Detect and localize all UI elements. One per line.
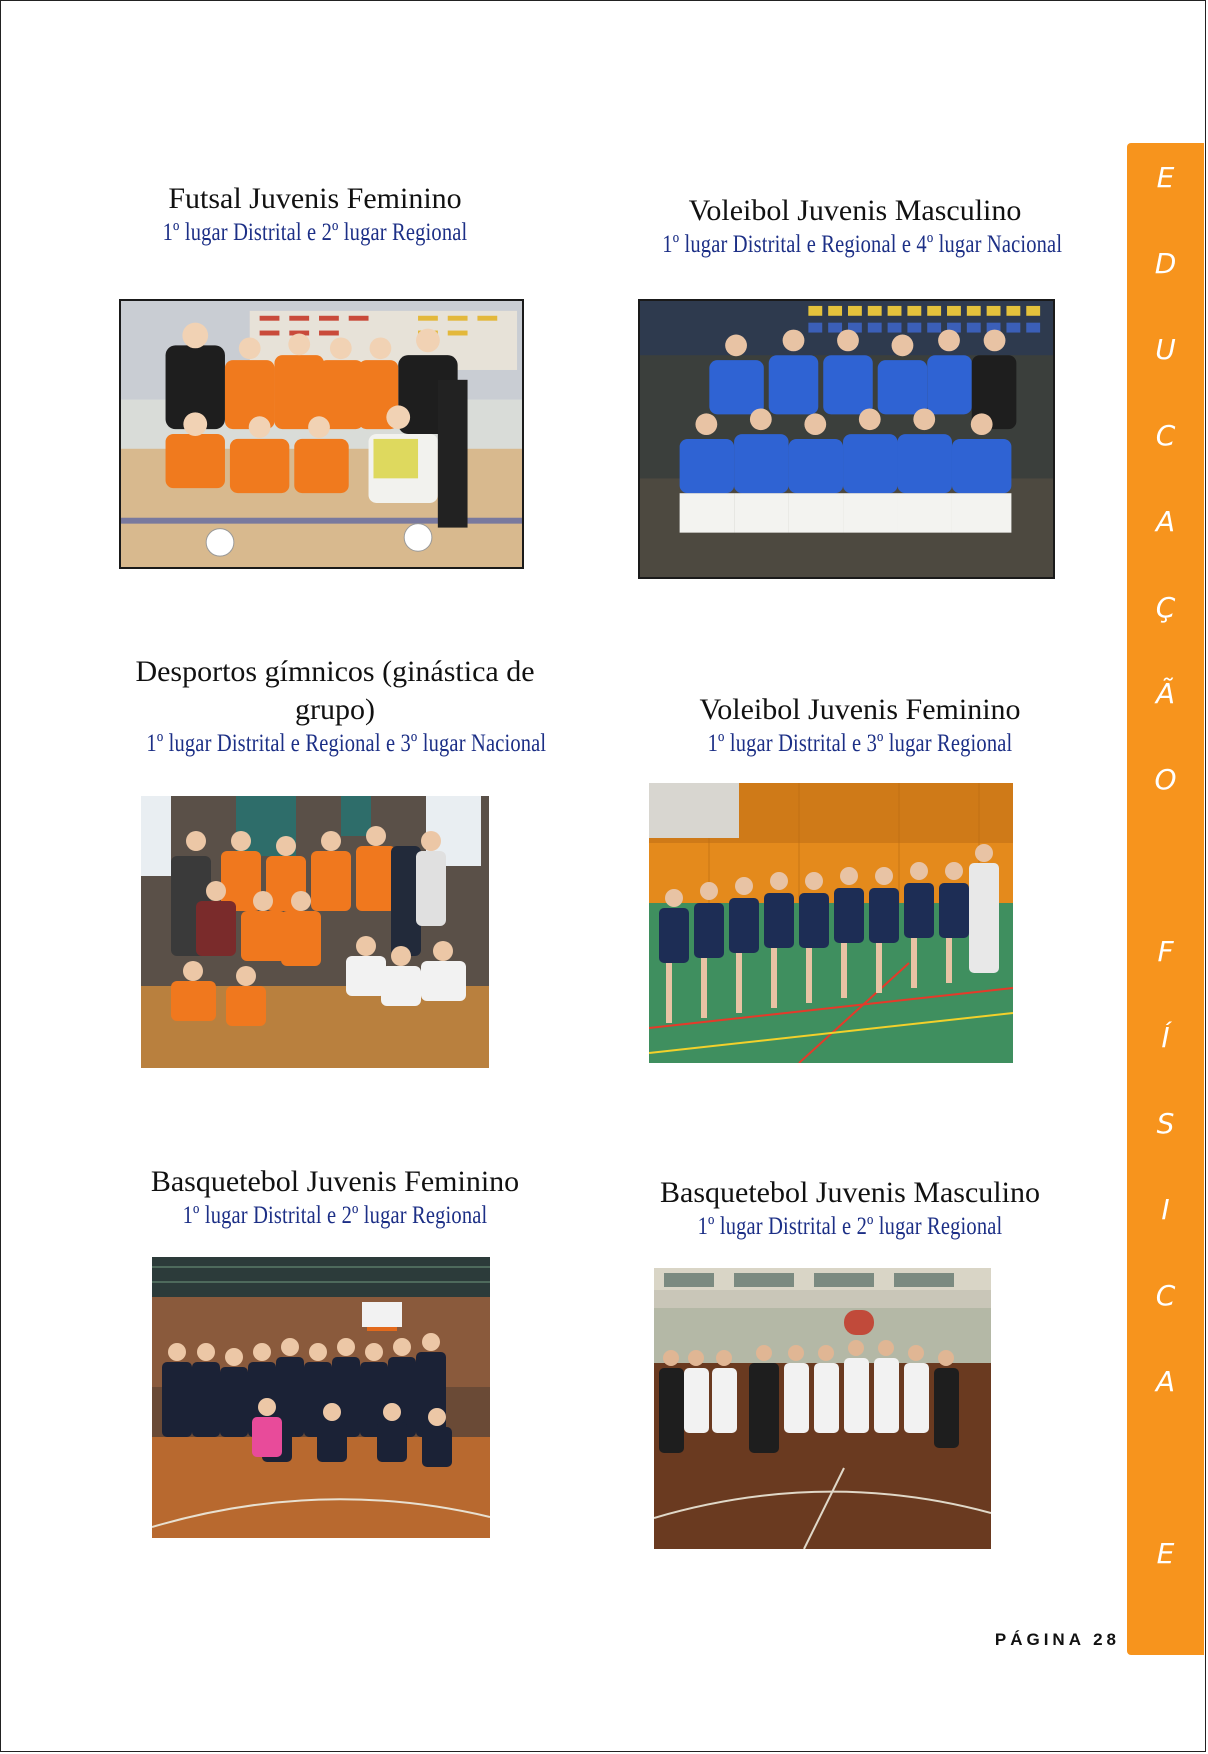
section-voleibol-juvenis-feminino — [630, 691, 1090, 759]
section-subtitle: 1º lugar Distrital e 2º lugar Regional — [697, 1213, 1003, 1240]
side-letter: F — [1157, 935, 1174, 968]
section-title: Basquetebol Juvenis Masculino — [660, 1176, 1040, 1209]
side-letter: Ã — [1155, 677, 1176, 710]
section-subtitle: 1º lugar Distrital e Regional e 3º lugar Nacional — [146, 730, 547, 757]
side-letter: D — [1154, 247, 1177, 280]
side-letter: C — [1155, 419, 1176, 452]
team-photo-basquetebol-masculino — [654, 1268, 991, 1549]
team-photo-basquetebol-feminino — [152, 1257, 490, 1538]
section-futsal-juvenis-feminino — [110, 180, 520, 248]
side-letter: E — [1156, 161, 1175, 194]
section-title: Futsal Juvenis Feminino — [168, 182, 462, 215]
section-voleibol-juvenis-masculino — [620, 192, 1090, 260]
section-basquetebol-juvenis-feminino — [105, 1163, 565, 1231]
side-letter: U — [1155, 333, 1176, 366]
section-title: Voleibol Juvenis Feminino — [699, 693, 1021, 726]
section-desportos-gimnicos — [105, 653, 565, 759]
team-photo-futsal-feminino — [119, 299, 524, 569]
section-subtitle: 1º lugar Distrital e Regional e 4º lugar Nacional — [662, 231, 1063, 258]
side-letter: Ç — [1155, 591, 1176, 624]
section-title: Basquetebol Juvenis Feminino — [150, 1165, 520, 1198]
section-subtitle: 1º lugar Distrital e 2º lugar Regional — [182, 1202, 488, 1229]
section-title-line1: Desportos gímnicos (ginástica de — [135, 655, 535, 688]
team-photo-desportos-gimnicos — [141, 796, 489, 1068]
team-photo-voleibol-feminino — [649, 783, 1013, 1063]
side-letter: A — [1155, 505, 1176, 538]
side-letter: S — [1156, 1107, 1175, 1140]
side-letter: E — [1156, 1537, 1175, 1570]
side-band-educacao-fisica — [1127, 143, 1204, 1655]
page-number: PÁGINA 28 — [994, 1630, 1120, 1649]
section-subtitle: 1º lugar Distrital e 3º lugar Regional — [707, 730, 1013, 757]
team-photo-voleibol-masculino — [638, 299, 1055, 579]
section-title: Voleibol Juvenis Masculino — [688, 194, 1022, 227]
side-letter: Í — [1161, 1021, 1170, 1054]
side-letter: I — [1161, 1193, 1170, 1226]
side-letter: O — [1154, 763, 1177, 796]
section-title-line2: grupo) — [295, 693, 375, 726]
section-subtitle: 1º lugar Distrital e 2º lugar Regional — [162, 219, 468, 246]
side-letter: A — [1155, 1365, 1176, 1398]
section-basquetebol-juvenis-masculino — [620, 1174, 1080, 1242]
side-letter: C — [1155, 1279, 1176, 1312]
